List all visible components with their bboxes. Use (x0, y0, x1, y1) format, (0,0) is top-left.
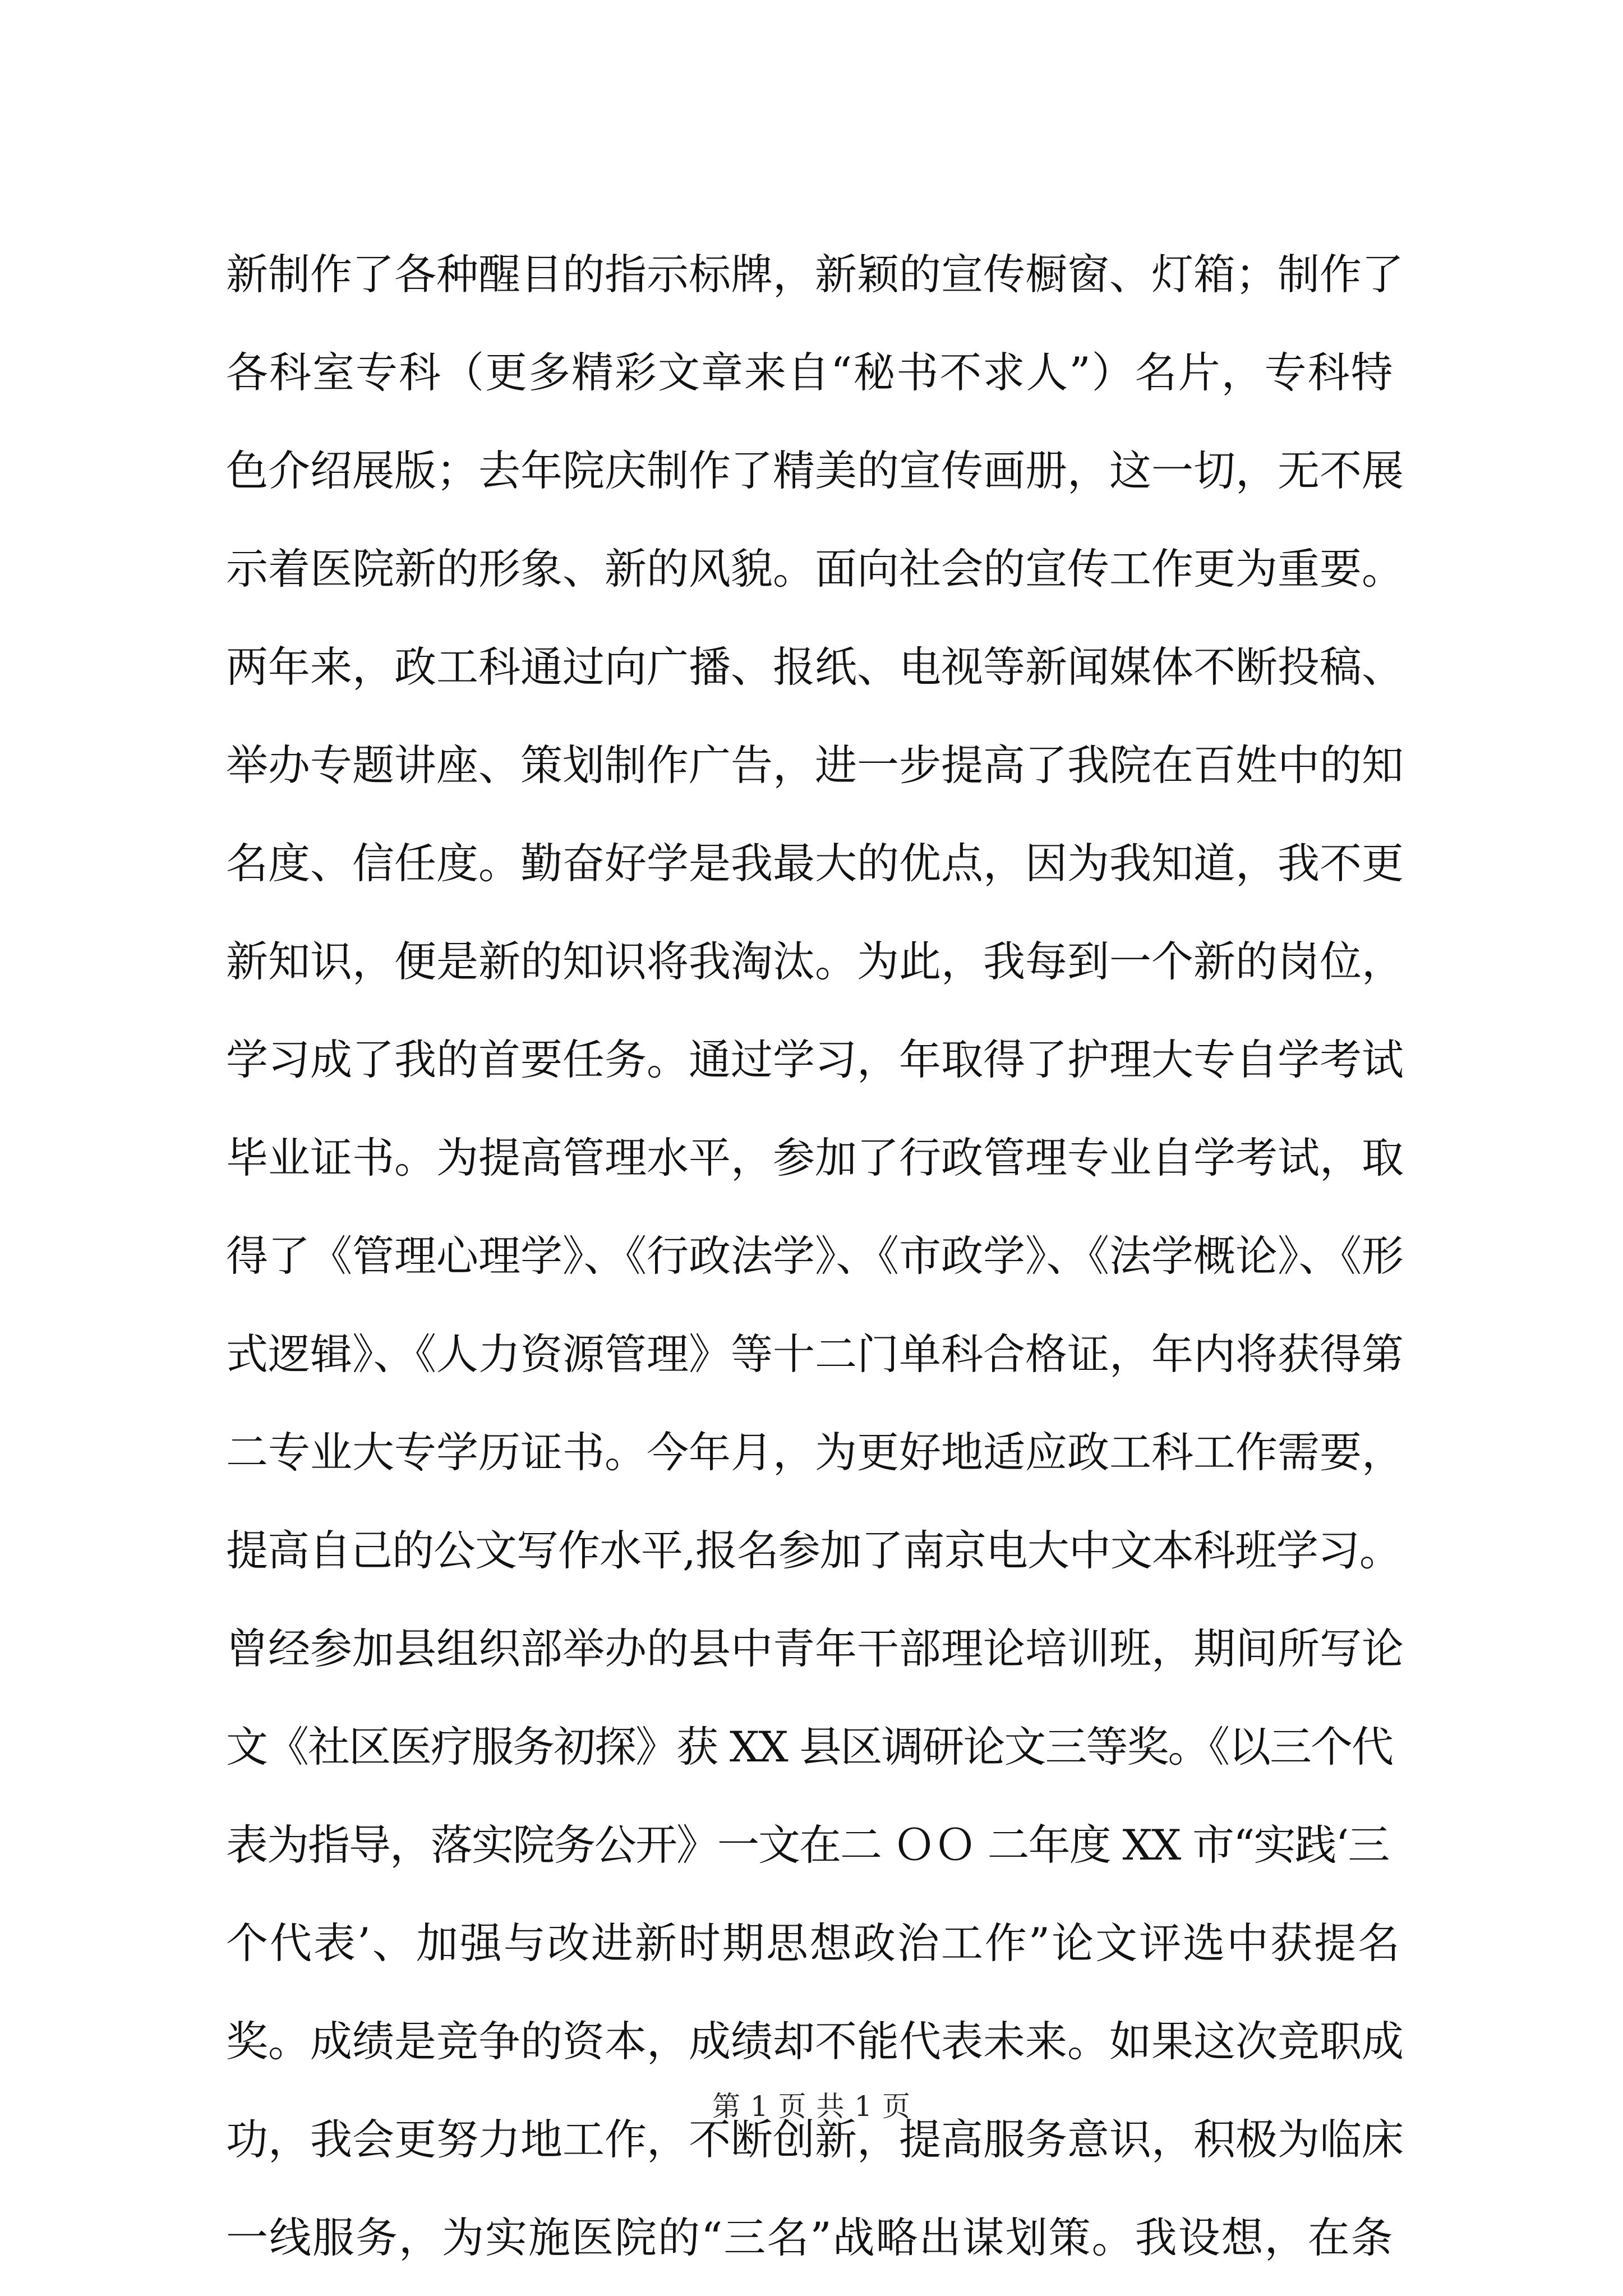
text-line-17: 表为指导，落实院务公开》一文在二 ＯＯ 二年度 XX 市“实践‘三 (226, 1820, 1389, 1870)
text-line-11: 得了《管理心理学》、《行政法学》、《市政学》、《法学概论》、《形 (226, 1231, 1404, 1281)
text-line-13: 二专业大专学历证书。今年月，为更好地适应政工科工作需要， (226, 1428, 1404, 1477)
text-line-14: 提高自己的公文写作水平,报名参加了南京电大中文本科班学习。 (226, 1526, 1401, 1575)
text-line-18: 个代表’、加强与改进新时期思想政治工作”论文评选中获提名 (226, 1918, 1402, 1968)
page-number-footer: 第 1 页 共 1 页 (712, 2090, 911, 2123)
text-line-9: 学习成了我的首要任务。通过学习，年取得了护理大专自学考试 (226, 1035, 1404, 1084)
text-line-2: 各科室专科（更多精彩文章来自“秘书不求人”）名片，专科特 (226, 348, 1394, 397)
text-line-3: 色介绍展版；去年院庆制作了精美的宣传画册，这一切，无不展 (226, 446, 1404, 495)
text-line-12: 式逻辑》、《人力资源管理》等十二门单科合格证，年内将获得第 (226, 1329, 1404, 1379)
text-line-15: 曾经参加县组织部举办的县中青年干部理论培训班，期间所写论 (226, 1624, 1404, 1673)
text-line-21: 一线服务，为实施医院的“三名”战略出谋划策。我设想，在条 (226, 2213, 1394, 2262)
text-line-6: 举办专题讲座、策划制作广告，进一步提高了我院在百姓中的知 (226, 740, 1404, 790)
text-line-7: 名度、信任度。勤奋好学是我最大的优点，因为我知道，我不更 (226, 839, 1404, 888)
text-line-8: 新知识，便是新的知识将我淘汰。为此，我每到一个新的岗位， (226, 937, 1404, 986)
text-line-10: 毕业证书。为提高管理水平，参加了行政管理专业自学考试，取 (226, 1133, 1404, 1182)
text-line-4: 示着医院新的形象、新的风貌。面向社会的宣传工作更为重要。 (226, 544, 1404, 593)
body-text (226, 226, 1404, 2287)
text-line-16: 文《社区医疗服务初探》获 XX 县区调研论文三等奖。《以三个代 (226, 1722, 1393, 1772)
text-line-20: 功，我会更努力地工作，不断创新，提高服务意识，积极为临床 (226, 2115, 1404, 2164)
text-line-1: 新制作了各种醒目的指示标牌，新颖的宣传橱窗、灯箱；制作了 (226, 250, 1404, 299)
text-line-19: 奖。成绩是竞争的资本，成绩却不能代表未来。如果这次竞职成 (226, 2017, 1404, 2066)
text-line-5: 两年来，政工科通过向广播、报纸、电视等新闻媒体不断投稿、 (226, 642, 1404, 692)
